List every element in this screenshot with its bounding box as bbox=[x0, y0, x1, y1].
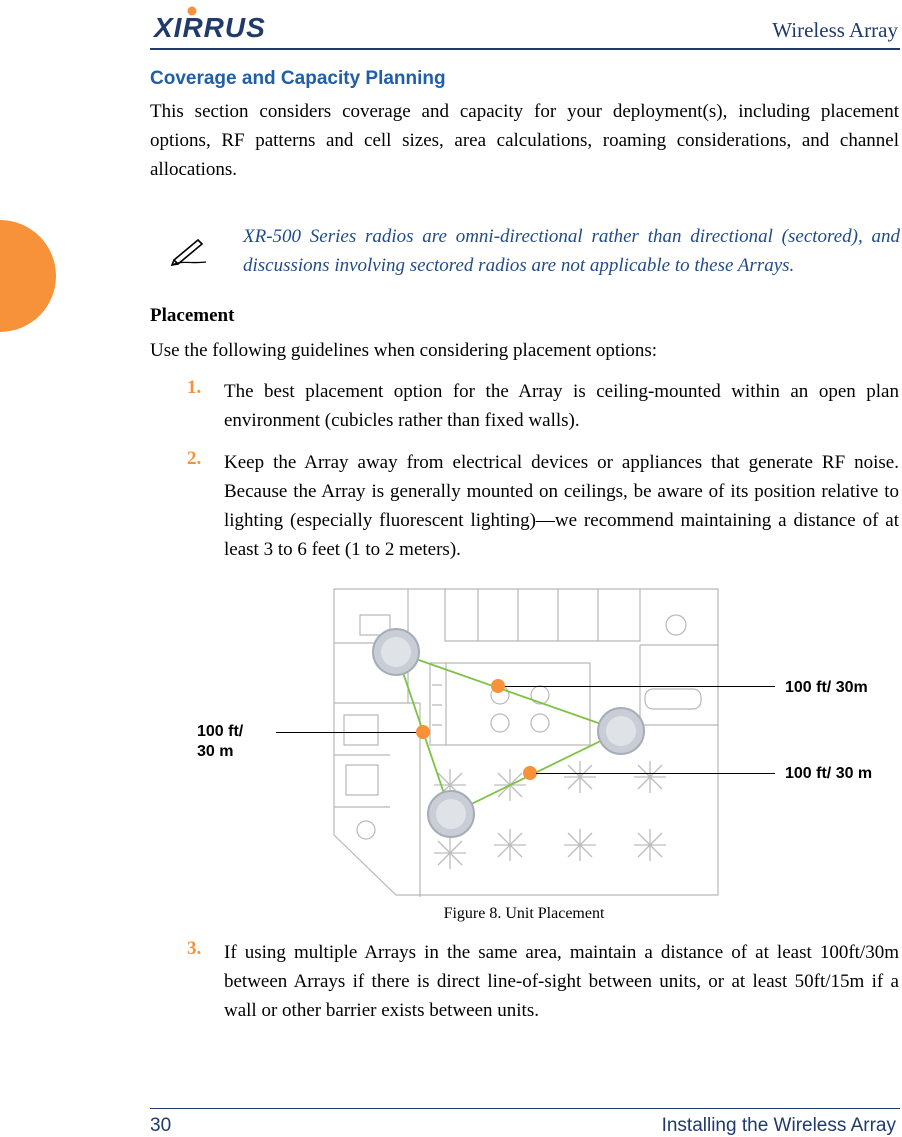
floor-plan-diagram bbox=[330, 585, 722, 901]
header-title: Wireless Array bbox=[772, 18, 898, 42]
distance-marker bbox=[416, 725, 430, 739]
callout-label-top-right: 100 ft/ 30m bbox=[785, 679, 868, 696]
footer-chapter-title: Installing the Wireless Array bbox=[661, 1115, 896, 1136]
array-unit-center bbox=[381, 637, 411, 667]
wireless-array-units bbox=[373, 629, 644, 837]
list-item-number: 2. bbox=[187, 448, 202, 469]
distance-marker bbox=[523, 766, 537, 780]
section-intro: This section considers coverage and capacity for your deployment(s), including placement options, RF patterns and cell sizes, area calculations, roaming considerations, and channel allocations. bbox=[150, 101, 899, 180]
callout-label-left-line2: 30 m bbox=[197, 743, 234, 760]
pencil-note-icon bbox=[168, 234, 208, 266]
note-text: XR-500 Series radios are omni-directional rather than directional (sectored), and discussions involving sectored radios are not applicable to these Arrays. bbox=[243, 226, 900, 276]
distance-marker bbox=[491, 679, 505, 693]
list-item-number: 1. bbox=[187, 377, 202, 398]
callout-line-top-right bbox=[505, 686, 775, 687]
callout-label-left-line1: 100 ft/ bbox=[197, 723, 244, 740]
xirrus-logo bbox=[152, 6, 302, 42]
figure-caption: Figure 8. Unit Placement bbox=[443, 905, 605, 922]
list-item-number: 3. bbox=[187, 938, 202, 959]
footer-rule bbox=[150, 1108, 900, 1109]
page-number: 30 bbox=[150, 1115, 172, 1136]
callout-label-bottom-right: 100 ft/ 30 m bbox=[785, 765, 873, 782]
section-title: Coverage and Capacity Planning bbox=[150, 68, 446, 89]
array-unit-center bbox=[606, 716, 636, 746]
list-item-text: If using multiple Arrays in the same area, maintain a distance of at least 100ft/30m between Arrays if there is direct line-of-sight between units, or at least 50ft/15m if a wall or other barrier exists between units. bbox=[224, 942, 899, 1021]
header-rule bbox=[150, 48, 900, 50]
logo-text: XIRRUS bbox=[154, 12, 266, 42]
array-unit-center bbox=[436, 799, 466, 829]
placement-intro: Use the following guidelines when considering placement options: bbox=[150, 340, 658, 361]
chapter-side-tab bbox=[0, 220, 56, 332]
list-item-text: The best placement option for the Array is ceiling-mounted within an open plan environment (cubicles rather than fixed walls). bbox=[224, 381, 899, 431]
callout-line-left bbox=[276, 732, 416, 733]
placement-heading: Placement bbox=[150, 305, 235, 326]
callout-line-bottom-right bbox=[536, 773, 775, 774]
list-item-text: Keep the Array away from electrical devices or appliances that generate RF noise. Because the Array is generally mounted on ceilings, be aware of its position relative to lighting (especially fluorescent lighting)—we recommend maintaining a distance of at least 3 to 6 feet (1 to 2 meters). bbox=[224, 452, 899, 560]
